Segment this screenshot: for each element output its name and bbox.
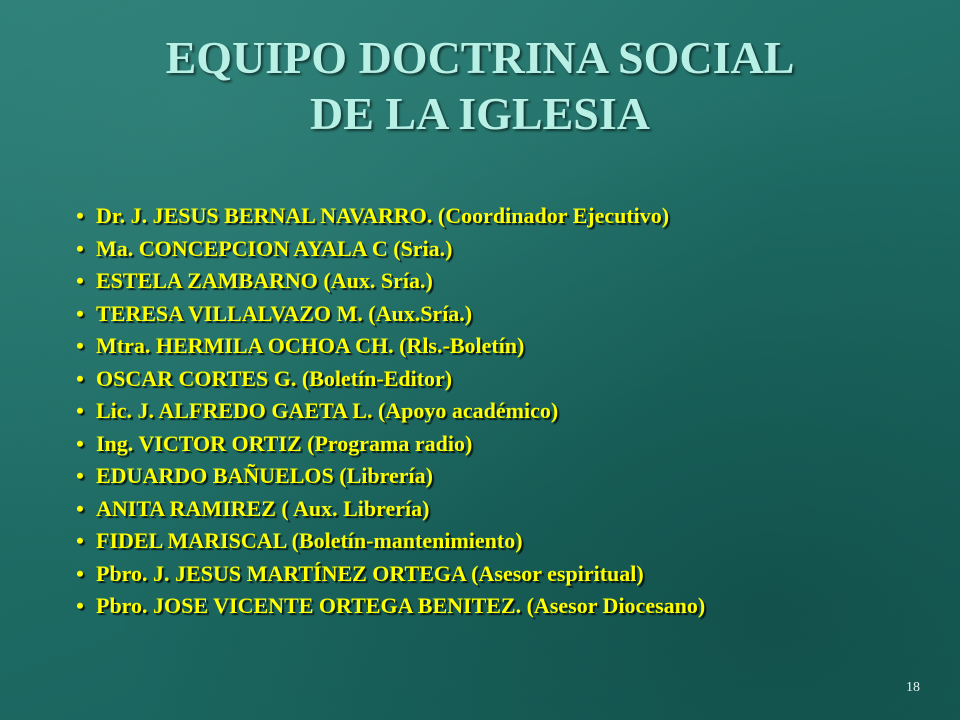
list-item (72, 395, 705, 428)
member-text: Pbro. JOSE VICENTE ORTEGA BENITEZ. (Asesor Diocesano) (96, 593, 706, 618)
list-item (72, 330, 705, 363)
list-item (72, 590, 705, 623)
member-text: Lic. J. ALFREDO GAETA L. (Apoyo académico) (96, 398, 559, 423)
member-text: ANITA RAMIREZ ( Aux. Librería) (96, 495, 430, 521)
member-list (72, 200, 705, 623)
bullet-icon: • (76, 398, 84, 423)
list-item (72, 363, 705, 396)
member-text: EDUARDO BAÑUELOS (Librería) (96, 463, 433, 488)
list-item (72, 460, 705, 493)
list-item (72, 298, 705, 331)
bullet-icon: • (76, 495, 84, 521)
slide-number: 18 (906, 680, 920, 695)
member-text: Dr. J. JESUS BERNAL NAVARRO. (Coordinador Ejecutivo) (96, 203, 670, 228)
bullet-icon: • (76, 365, 84, 391)
slide-title (60, 30, 900, 142)
list-item (72, 233, 705, 266)
bullet-icon: • (76, 560, 84, 586)
member-text: OSCAR CORTES G. (Boletín-Editor) (96, 365, 453, 391)
bullet-icon: • (76, 268, 84, 293)
list-item (72, 200, 705, 233)
bullet-icon: • (76, 333, 84, 358)
bullet-icon: • (76, 430, 84, 456)
member-text: TERESA VILLALVAZO M. (Aux.Sría.) (96, 300, 473, 326)
bullet-icon: • (76, 593, 84, 618)
bullet-icon: • (76, 463, 84, 488)
list-item (72, 265, 705, 298)
member-text: Pbro. J. JESUS MARTÍNEZ ORTEGA (Asesor espiritual) (96, 560, 644, 586)
member-text: ESTELA ZAMBARNO (Aux. Sría.) (96, 268, 433, 293)
bullet-icon: • (76, 235, 84, 261)
bullet-icon: • (76, 203, 84, 228)
title-line-1: EQUIPO DOCTRINA SOCIAL (165, 32, 795, 83)
list-item (72, 558, 705, 591)
list-item (72, 493, 705, 526)
bullet-icon: • (76, 528, 84, 553)
list-item (72, 428, 705, 461)
list-item (72, 525, 705, 558)
bullet-icon: • (76, 300, 84, 326)
title-line-2: DE LA IGLESIA (309, 88, 650, 139)
member-text: FIDEL MARISCAL (Boletín-mantenimiento) (96, 528, 523, 553)
member-text: Ing. VICTOR ORTIZ (Programa radio) (96, 430, 473, 456)
member-text: Ma. CONCEPCION AYALA C (Sria.) (96, 235, 453, 261)
member-text: Mtra. HERMILA OCHOA CH. (Rls.-Boletín) (96, 333, 525, 358)
